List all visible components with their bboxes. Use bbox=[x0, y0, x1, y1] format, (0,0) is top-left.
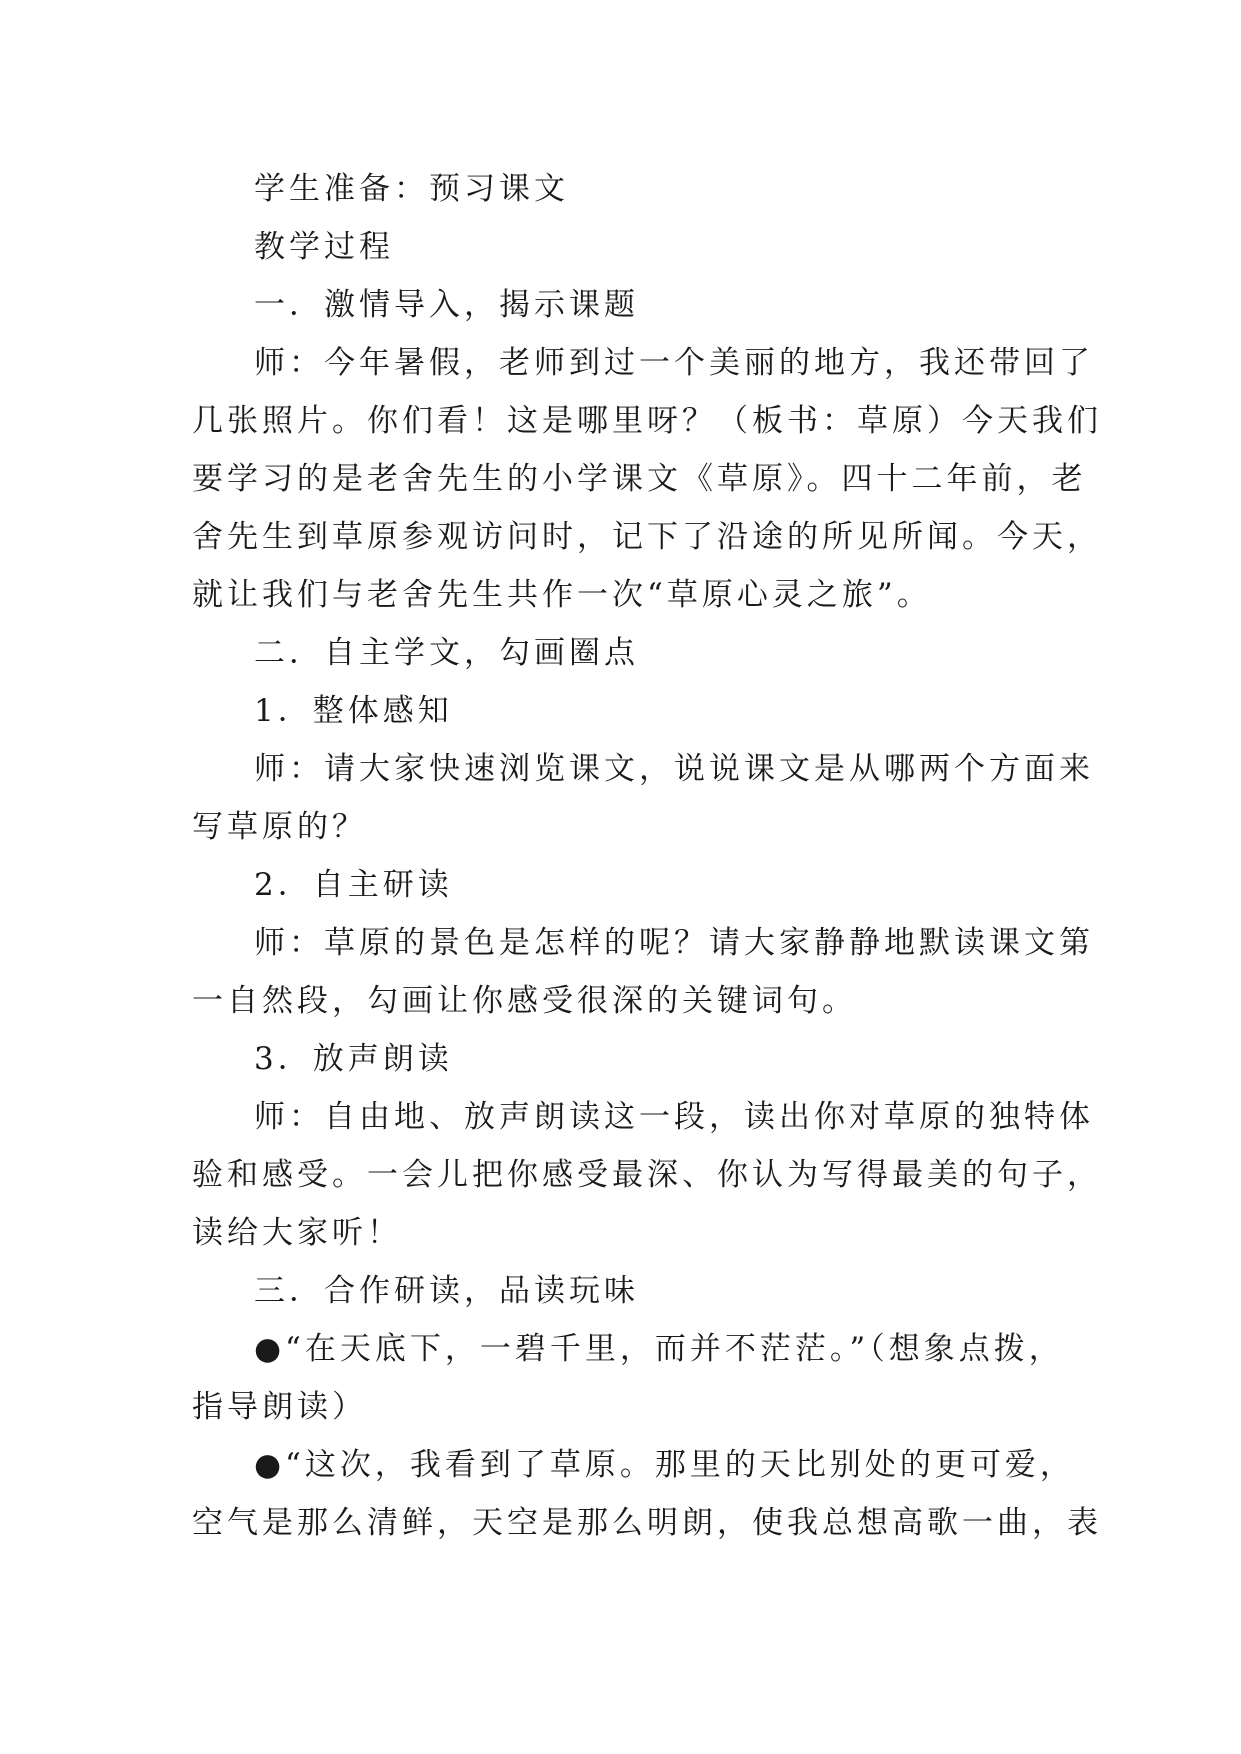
section-heading: 三．合作研读，品读玩味 bbox=[254, 1273, 639, 1309]
subsection-heading: 3．放声朗读 bbox=[254, 1041, 453, 1077]
bullet-line: ●“这次，我看到了草原。那里的天比别处的更可爱， bbox=[254, 1447, 1075, 1483]
text-line: 空气是那么清鲜，天空是那么明朗，使我总想高歌一曲，表 bbox=[192, 1505, 1102, 1541]
text-line: 要学习的是老舍先生的小学课文《草原》。四十二年前，老 bbox=[192, 461, 1087, 497]
text-line: 就让我们与老舍先生共作一次“草原心灵之旅”。 bbox=[192, 577, 932, 613]
text-line: 师：今年暑假，老师到过一个美丽的地方，我还带回了 bbox=[254, 345, 1094, 381]
document-body bbox=[192, 160, 1102, 1552]
text-line: 几张照片。你们看！这是哪里呀？（板书：草原）今天我们 bbox=[192, 403, 1102, 439]
text-line: 写草原的？ bbox=[192, 809, 367, 845]
subsection-heading: 2．自主研读 bbox=[254, 867, 453, 903]
text-line: 一自然段，勾画让你感受很深的关键词句。 bbox=[192, 983, 857, 1019]
text-line: 师：请大家快速浏览课文，说说课文是从哪两个方面来 bbox=[254, 751, 1094, 787]
text-line: 验和感受。一会儿把你感受最深、你认为写得最美的句子， bbox=[192, 1157, 1102, 1193]
text-line: 学生准备：预习课文 bbox=[254, 171, 569, 207]
text-line: 指导朗读） bbox=[192, 1389, 367, 1425]
text-line: 读给大家听！ bbox=[192, 1215, 402, 1251]
section-heading: 二．自主学文，勾画圈点 bbox=[254, 635, 639, 671]
section-heading: 一．激情导入，揭示课题 bbox=[254, 287, 639, 323]
bullet-line: ●“在天底下，一碧千里，而并不茫茫。”（想象点拨， bbox=[254, 1331, 1064, 1367]
text-line: 师：草原的景色是怎样的呢？请大家静静地默读课文第 bbox=[254, 925, 1094, 961]
text-line: 舍先生到草原参观访问时，记下了沿途的所见所闻。今天， bbox=[192, 519, 1102, 555]
text-line: 教学过程 bbox=[254, 229, 394, 265]
text-line: 师：自由地、放声朗读这一段，读出你对草原的独特体 bbox=[254, 1099, 1094, 1135]
subsection-heading: 1．整体感知 bbox=[254, 693, 453, 729]
